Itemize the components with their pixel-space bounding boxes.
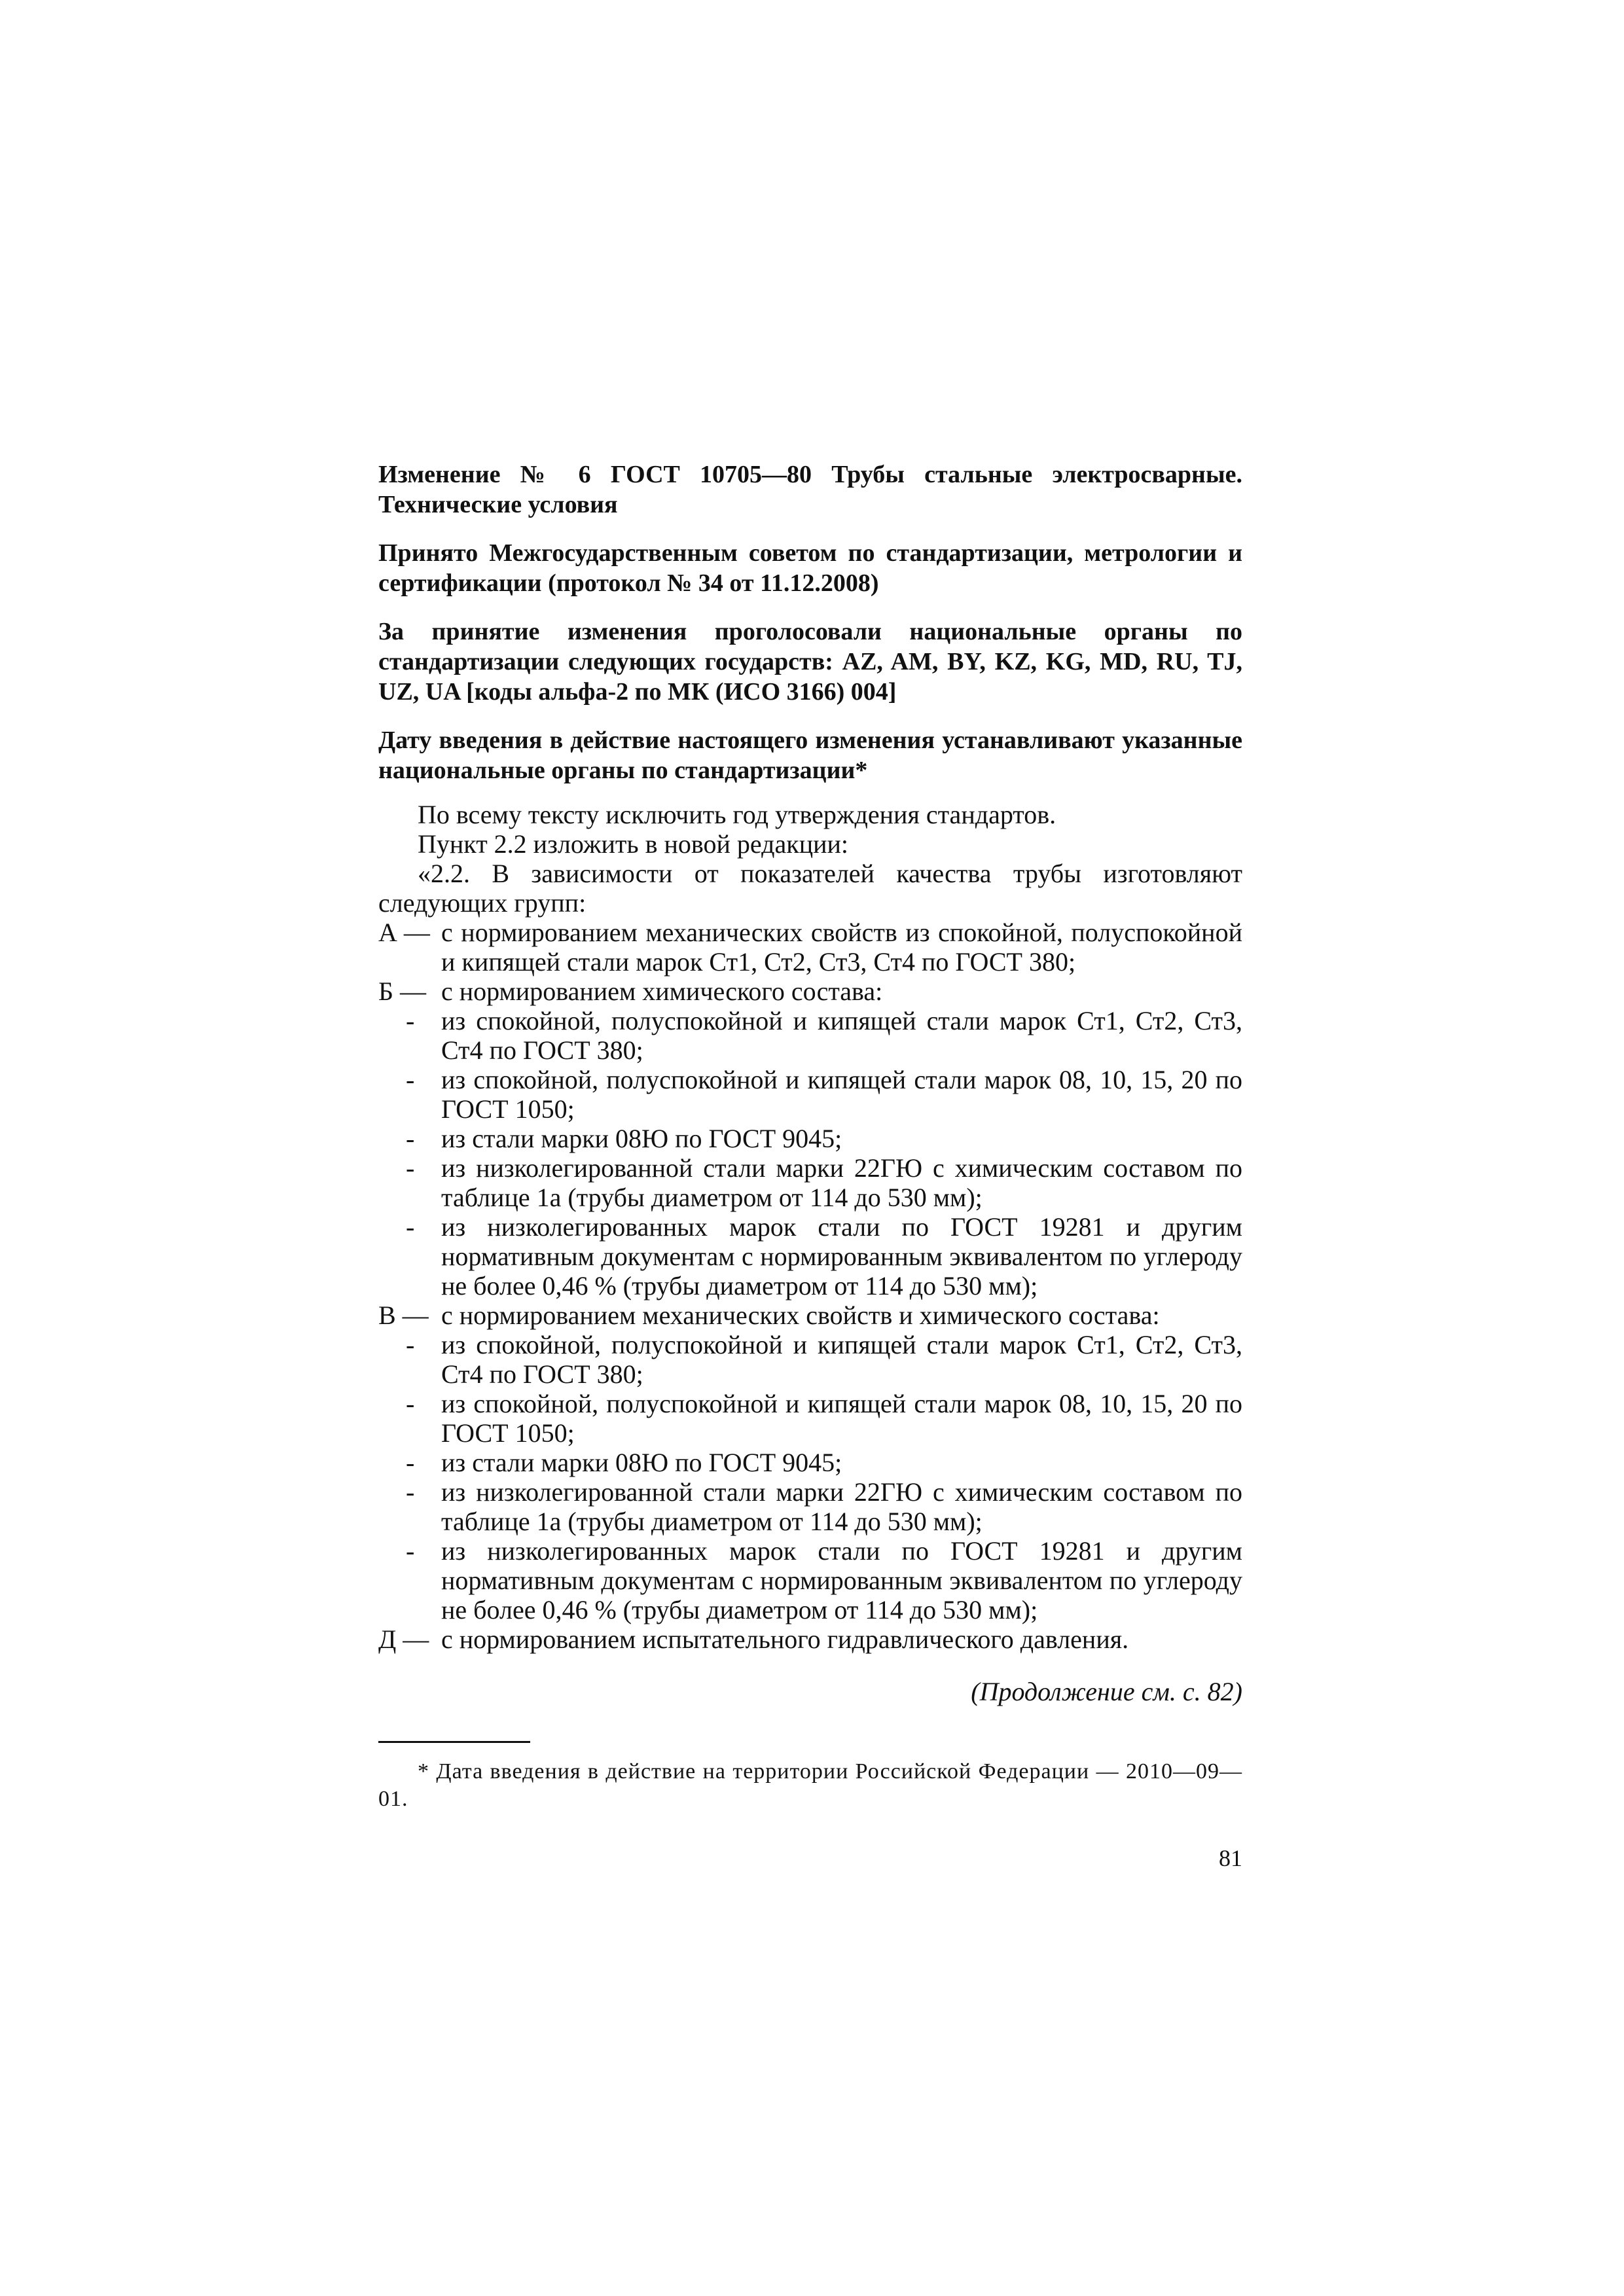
body-paragraph: По всему тексту исключить год утверждения стандартов. — [418, 800, 1056, 829]
list-item — [378, 1448, 1242, 1477]
group-text: с нормированием механических свойств из спокойной, полуспокойной и кипящей стали марок Ст1, Ст2, Ст3, Ст4 по ГОСТ 380; — [441, 918, 1242, 977]
dash-marker: - — [406, 1389, 415, 1418]
group-b-sublist — [378, 1006, 1242, 1300]
group-letter: В — — [378, 1300, 429, 1330]
list-item — [378, 1124, 1242, 1153]
dash-marker: - — [406, 1006, 415, 1035]
footnote: * Дата введения в действие на территории Российской Федерации — 2010—09—01. — [378, 1759, 1242, 1811]
continuation-note: (Продолжение см. с. 82) — [971, 1677, 1242, 1706]
footnote-divider — [378, 1741, 530, 1743]
amendment-body — [378, 800, 1242, 1654]
group-item-a — [378, 918, 1242, 977]
dash-marker: - — [406, 1212, 415, 1242]
group-text: с нормированием химического состава: — [441, 977, 883, 1006]
body-paragraph: «2.2. В зависимости от показателей качества трубы изготовляют следующих групп: — [378, 859, 1242, 918]
dash-marker: - — [406, 1477, 415, 1507]
dash-marker: - — [406, 1153, 415, 1183]
list-item — [378, 1389, 1242, 1448]
group-letter: Б — — [378, 977, 426, 1006]
effective-date-note: Дату введения в действие настоящего изменения устанавливают указанные национальные органы по стандартизации* — [378, 726, 1242, 784]
group-item-d — [378, 1624, 1242, 1654]
list-item-text: из низколегированных марок стали по ГОСТ 19281 и другим нормативным документам с нормированным эквивалентом по углероду не более 0,46 % (трубы диаметром от 114 до 530 мм); — [441, 1536, 1242, 1624]
list-item-text: из низколегированной стали марки 22ГЮ с химическим составом по таблице 1а (трубы диаметром от 114 до 530 мм); — [441, 1477, 1242, 1536]
group-text: с нормированием механических свойств и химического состава: — [441, 1300, 1160, 1330]
list-item-text: из спокойной, полуспокойной и кипящей стали марок 08, 10, 15, 20 по ГОСТ 1050; — [441, 1065, 1242, 1124]
adoption-note: Принято Межгосударственным советом по стандартизации, метрологии и сертификации (протокол № 34 от 11.12.2008) — [378, 539, 1242, 597]
group-v-sublist — [378, 1330, 1242, 1624]
dash-marker: - — [406, 1536, 415, 1566]
group-item-b — [378, 977, 1242, 1006]
group-letter: А — — [378, 918, 430, 947]
list-item — [378, 1065, 1242, 1124]
list-item-text: из низколегированной стали марки 22ГЮ с химическим составом по таблице 1а (трубы диаметром от 114 до 530 мм); — [441, 1153, 1242, 1212]
list-item — [378, 1006, 1242, 1065]
page-number: 81 — [1219, 1845, 1242, 1871]
group-item-v — [378, 1300, 1242, 1330]
group-text: с нормированием испытательного гидравлического давления. — [441, 1624, 1129, 1654]
list-item-text: из стали марки 08Ю по ГОСТ 9045; — [441, 1124, 842, 1153]
group-letter: Д — — [378, 1624, 429, 1654]
list-item-text: из спокойной, полуспокойной и кипящей стали марок Ст1, Ст2, Ст3, Ст4 по ГОСТ 380; — [441, 1006, 1242, 1065]
list-item-text: из спокойной, полуспокойной и кипящей стали марок 08, 10, 15, 20 по ГОСТ 1050; — [441, 1389, 1242, 1448]
list-item-text: из стали марки 08Ю по ГОСТ 9045; — [441, 1448, 842, 1477]
list-item-text: из низколегированных марок стали по ГОСТ 19281 и другим нормативным документам с нормированным эквивалентом по углероду не более 0,46 % (трубы диаметром от 114 до 530 мм); — [441, 1212, 1242, 1300]
dash-marker: - — [406, 1065, 415, 1094]
body-paragraph: Пункт 2.2 изложить в новой редакции: — [418, 829, 849, 859]
list-item-text: из спокойной, полуспокойной и кипящей стали марок Ст1, Ст2, Ст3, Ст4 по ГОСТ 380; — [441, 1330, 1242, 1389]
list-item — [378, 1212, 1242, 1300]
dash-marker: - — [406, 1330, 415, 1359]
list-item — [378, 1330, 1242, 1389]
dash-marker: - — [406, 1448, 415, 1477]
amendment-title: Изменение № 6 ГОСТ 10705—80 Трубы стальные электросварные. Технические условия — [378, 461, 1242, 518]
list-item — [378, 1477, 1242, 1536]
dash-marker: - — [406, 1124, 415, 1153]
voting-note: За принятие изменения проголосовали национальные органы по стандартизации следующих государств: AZ, AM, BY, KZ, KG, MD, RU, TJ, UZ, UA [коды альфа-2 по МК (ИСО 3166) 004] — [378, 618, 1242, 706]
list-item — [378, 1536, 1242, 1624]
list-item — [378, 1153, 1242, 1212]
amendment-header — [378, 459, 1242, 804]
